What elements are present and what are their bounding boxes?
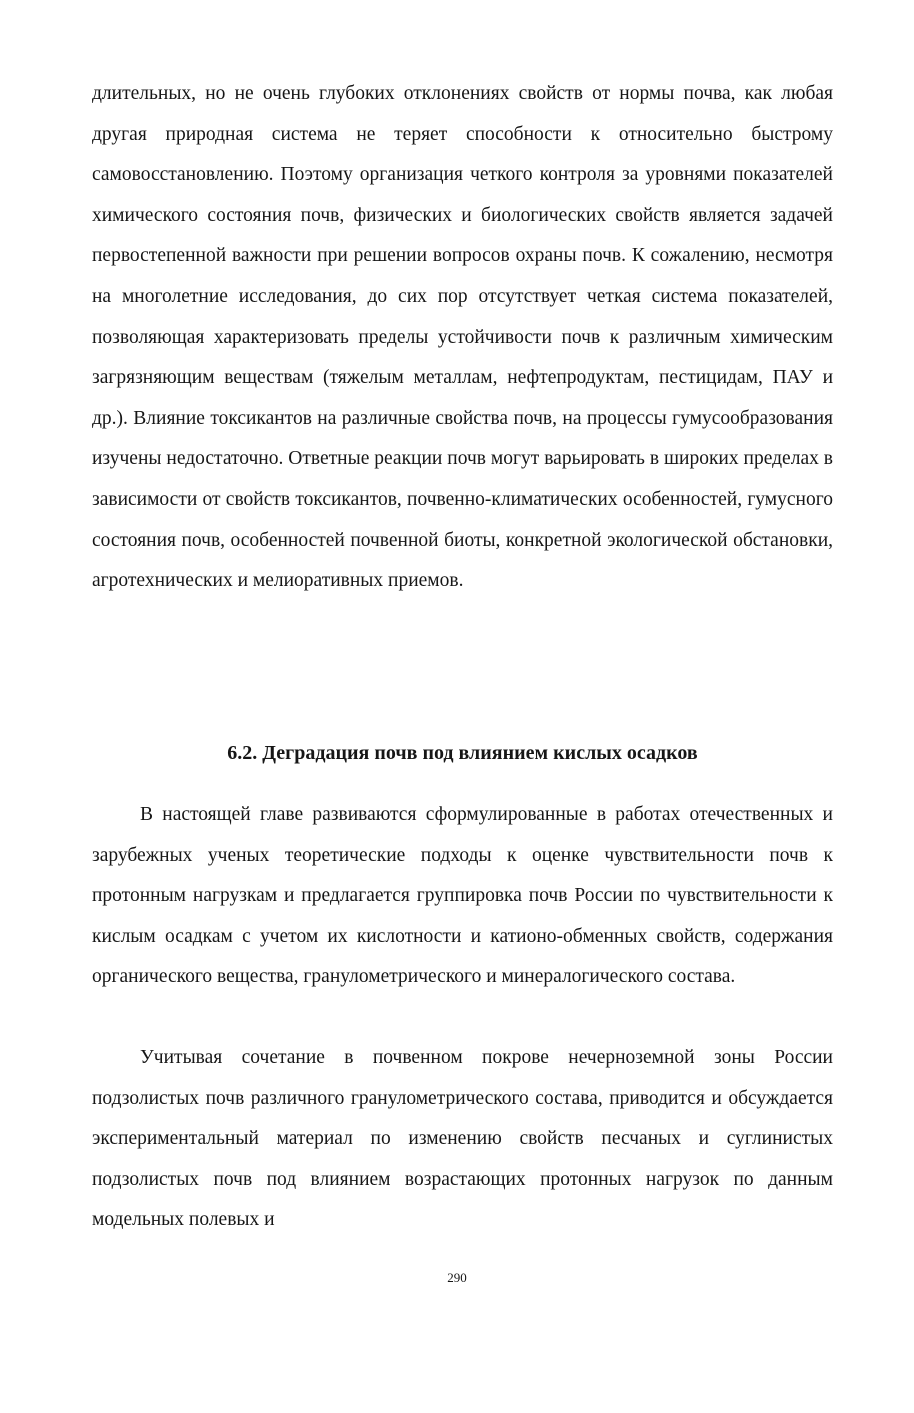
body-paragraph-1: длительных, но не очень глубоких отклонениях свойств от нормы почва, как любая другая природная система не теряет способности к относительно быстрому самовосстановлению. Поэтому организация четкого контроля за уровнями показателей химического состояния почв, физических и биологических свойств является задачей первостепенной важности при решении вопросов охраны почв. К сожалению, несмотря на многолетние исследования, до сих пор отсутствует четкая система показателей, позволяющая характеризовать пределы устойчивости почв к различным химическим загрязняющим веществам (тяжелым металлам, нефтепродуктам, пестицидам, ПАУ и др.). Влияние токсикантов на различные свойства почв, на процессы гумусообразования изучены недостаточно. Ответные реакции почв могут варьировать в широких пределах в зависимости от свойств токсикантов, почвенно-климатических особенностей, гумусного состояния почв, особенностей почвенной биоты, конкретной экологической обстановки, агротехнических и мелиоративных приемов. [92,83,833,592]
body-paragraph-3: Учитывая сочетание в почвенном покрове нечерноземной зоны России подзолистых почв различного гранулометрического состава, приводится и обсуждается экспериментальный материал по изменению свойств песчаных и суглинистых подзолистых почв под влиянием возрастающих протонных нагрузок по данным модельных полевых и [92,1047,833,1231]
body-paragraph-2: В настоящей главе развиваются сформулированные в работах отечественных и зарубежных ученых теоретические подходы к оценке чувствительности почв к протонным нагрузкам и предлагается группировка почв России по чувствительности к кислым осадкам с учетом их кислотности и катионо-обменных свойств, содержания органического вещества, гранулометрического и минералогического состава. [92,804,833,988]
section-heading: 6.2. Деградация почв под влиянием кислых осадков [227,742,698,764]
page-number: 290 [447,1270,467,1285]
